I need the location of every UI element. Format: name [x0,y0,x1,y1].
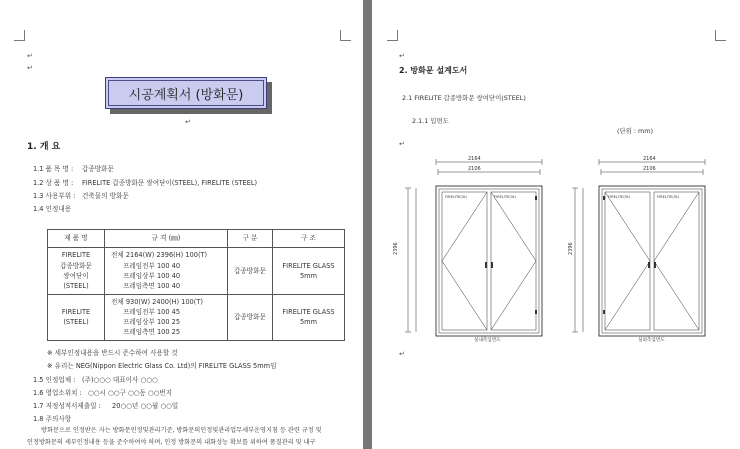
dim-inner-width: 2106 [643,166,656,172]
dim-outer-width: 2164 [643,156,656,162]
table-row [48,294,345,341]
drawing-caption: 실외측입면도 [638,338,665,343]
spec-table [47,229,345,341]
crop-mark-top-left [14,30,25,41]
item-1-1-value: 갑종방화문 [82,165,114,173]
door-elevation-drawing-1 [394,150,564,350]
note-1: ※ 세부인정내용을 반드시 준수하여 사용할 것 [47,349,178,357]
document-title-box [105,77,267,109]
cell-line: 전체 930(W) 2400(H) 100(T) [111,297,203,306]
cell-product: FIRELITE (STEEL) [48,294,105,341]
cell-structure [273,294,345,341]
cell-class: 갑종방화문 [228,294,273,341]
paragraph-mark: ↵ [399,52,405,60]
paragraph-line: 인정방화문의 세부인정내용 등을 준수하여야 하며, 인정 방화문의 내화성능 확보를 위하여 품질관리 및 내구 [27,439,316,446]
crop-mark-top-right [715,30,726,41]
document-page-left [0,0,363,449]
cell-line: 프레임전부 100 45 [123,308,181,317]
item-1-5-label: 1.5 인정업체 : [33,376,76,384]
door-elevation-drawing-2 [567,150,737,350]
dim-height: 2396 [393,242,399,255]
note-2: ※ 유리는 NEG(Nippon Electric Glass Co. Ltd)의 FIRELITE GLASS 5mm임 [47,362,277,370]
paragraph-mark: ↵ [27,64,33,72]
document-page-right [372,0,740,449]
item-1-8-label: 1.8 주의사항 [33,415,72,423]
dim-inner-width: 2106 [468,166,481,172]
crop-mark-top-left [387,30,398,41]
cell-line: 갑종방화문 [60,261,92,270]
glass-label: FIRELITE(5t) [657,195,679,199]
header-spec: 규 격 (㎜) [105,230,228,248]
cell-line: 프레임전부 100 40 [123,261,181,270]
paragraph-mark: ↵ [399,350,405,358]
header-product: 제 품 명 [48,230,105,248]
cell-line: FIRELITE [61,251,91,260]
cell-product [48,248,105,295]
item-1-2-value: FIRELITE 갑종방화문 쌍여닫이(STEEL), FIRELITE (STEEL) [82,179,258,187]
item-1-3-label: 1.3 사용부위 : [33,192,76,200]
item-1-1-label: 1.1 품 목 명 : [33,165,74,173]
cell-line: 5mm [299,318,318,327]
paragraph-line: 방화문으로 인정받은 자는 방화문인정및관리기준, 방화문의인정및관리업무세부운영지침 등 관련 규정 및 [41,427,322,434]
section-1-heading: 1. 개 요 [27,142,61,152]
cell-line: FIRELITE GLASS [282,308,335,317]
cell-line: FIRELITE GLASS [282,261,335,270]
cell-line: 프레임상부 100 40 [123,271,181,280]
cell-line: 프레임측면 100 40 [123,281,181,290]
cell-line: 5mm [299,271,318,280]
item-1-6-value: ○○시 ○○구 ○○동 ○○번지 [88,389,173,397]
paragraph-mark: ↵ [185,118,191,126]
item-1-7-label: 1.7 저정성적서제출일 : [33,402,101,410]
cell-line: 프레임상부 100 25 [123,318,181,327]
item-1-2-label: 1.2 상 품 명 : [33,179,74,187]
table-row [48,248,345,295]
drawing-caption: 실내측입면도 [474,338,501,343]
item-1-7-value: 20○○년 ○○월 ○○일 [112,402,179,410]
cell-line: (STEEL) [63,281,89,290]
dim-outer-width: 2164 [468,156,481,162]
document-title: 시공계획서 (방화문) [128,87,244,103]
page-gap [363,0,372,449]
cell-line: 전체 2164(W) 2396(H) 100(T) [111,251,208,260]
cell-spec [105,248,228,295]
item-1-3-value: 건축물의 방화문 [82,192,129,200]
crop-mark-top-right [340,30,351,41]
cell-line: 쌍여닫이 [63,271,89,280]
subsection-2-1: 2.1 FIRELITE 갑종방화문 쌍여닫이(STEEL) [402,94,526,102]
glass-label: FIRELITE(5t) [445,195,467,199]
item-1-5-value: (주)○○○ 대표이사 ○○○ [82,376,158,384]
header-structure: 구 조 [273,230,345,248]
glass-label: FIRELITE(5t) [494,195,516,199]
subsection-2-1-1: 2.1.1 입면도 [412,117,449,125]
cell-line: 프레임측면 100 25 [123,328,181,337]
dim-height: 2396 [568,242,574,255]
cell-spec [105,294,228,341]
table-header-row [48,230,345,248]
item-1-4-label: 1.4 인정내용 [33,205,72,213]
glass-label: FIRELITE(5t) [608,195,630,199]
cell-structure [273,248,345,295]
paragraph-mark: ↵ [27,52,33,60]
cell-class: 갑종방화문 [228,248,273,295]
section-2-heading: 2. 방화문 설계도서 [399,66,468,75]
unit-label: (단위 : mm) [617,127,653,135]
item-1-6-label: 1.6 영업소위치 : [33,389,82,397]
header-class: 구 분 [228,230,273,248]
paragraph-mark: ↵ [399,140,405,148]
